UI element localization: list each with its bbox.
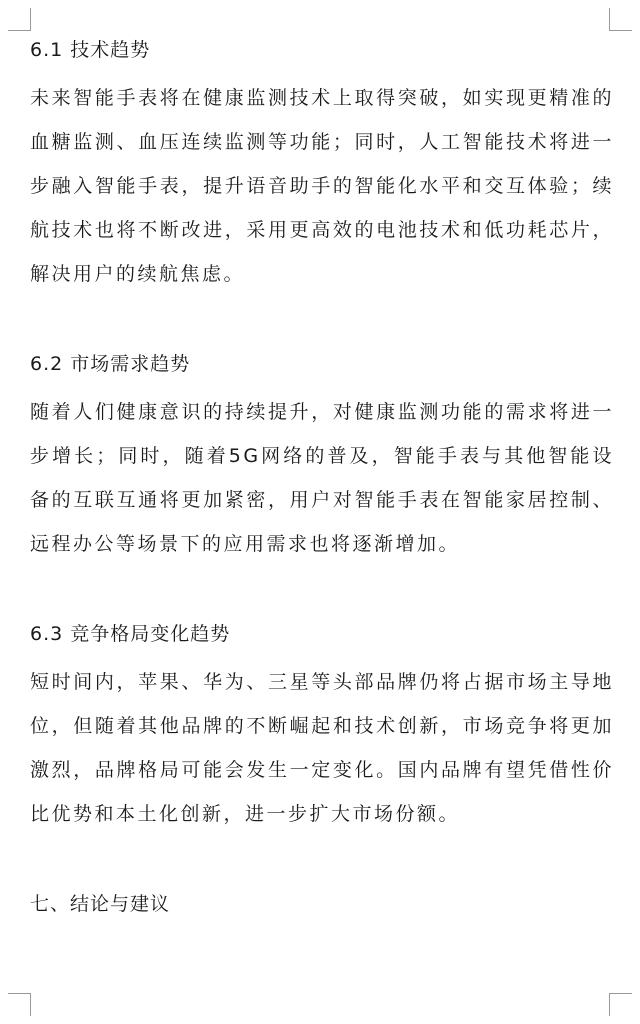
- section-heading: 6.1 技术趋势: [30, 39, 151, 61]
- section-paragraph: 随着人们健康意识的持续提升，对健康监测功能的需求将进一步增长；同时，随着5G网络的普及，智能手表与其他智能设备的互联互通将更加紧密，用户对智能手表在智能家居控制、远程办公等场景下的应用需求也将逐渐增加。: [30, 401, 614, 555]
- section-competition-trend: [30, 608, 614, 836]
- section-paragraph: 短时间内，苹果、华为、三星等头部品牌仍将占据市场主导地位，但随着其他品牌的不断崛起和技术创新，市场竞争将更加激烈，品牌格局可能会发生一定变化。国内品牌有望凭借性价比优势和本土化创新，进一步扩大市场份额。: [30, 671, 614, 825]
- section-heading: 6.2 市场需求趋势: [30, 353, 191, 375]
- section-tech-trend: [30, 24, 614, 296]
- section-market-demand-trend: [30, 338, 614, 566]
- document-body: [30, 24, 614, 930]
- section-paragraph: 未来智能手表将在健康监测技术上取得突破，如实现更精准的血糖监测、血压连续监测等功能；同时，人工智能技术将进一步融入智能手表，提升语音助手的智能化水平和交互体验；续航技术也将不断改进，采用更高效的电池技术和低功耗芯片，解决用户的续航焦虑。: [30, 87, 614, 285]
- page-corner-mark-top-left: [8, 8, 31, 31]
- chapter-heading: 七、结论与建议: [30, 893, 171, 915]
- page-corner-mark-bottom-left: [8, 993, 31, 1016]
- section-heading: 6.3 竞争格局变化趋势: [30, 623, 231, 645]
- page-corner-mark-bottom-right: [609, 993, 632, 1016]
